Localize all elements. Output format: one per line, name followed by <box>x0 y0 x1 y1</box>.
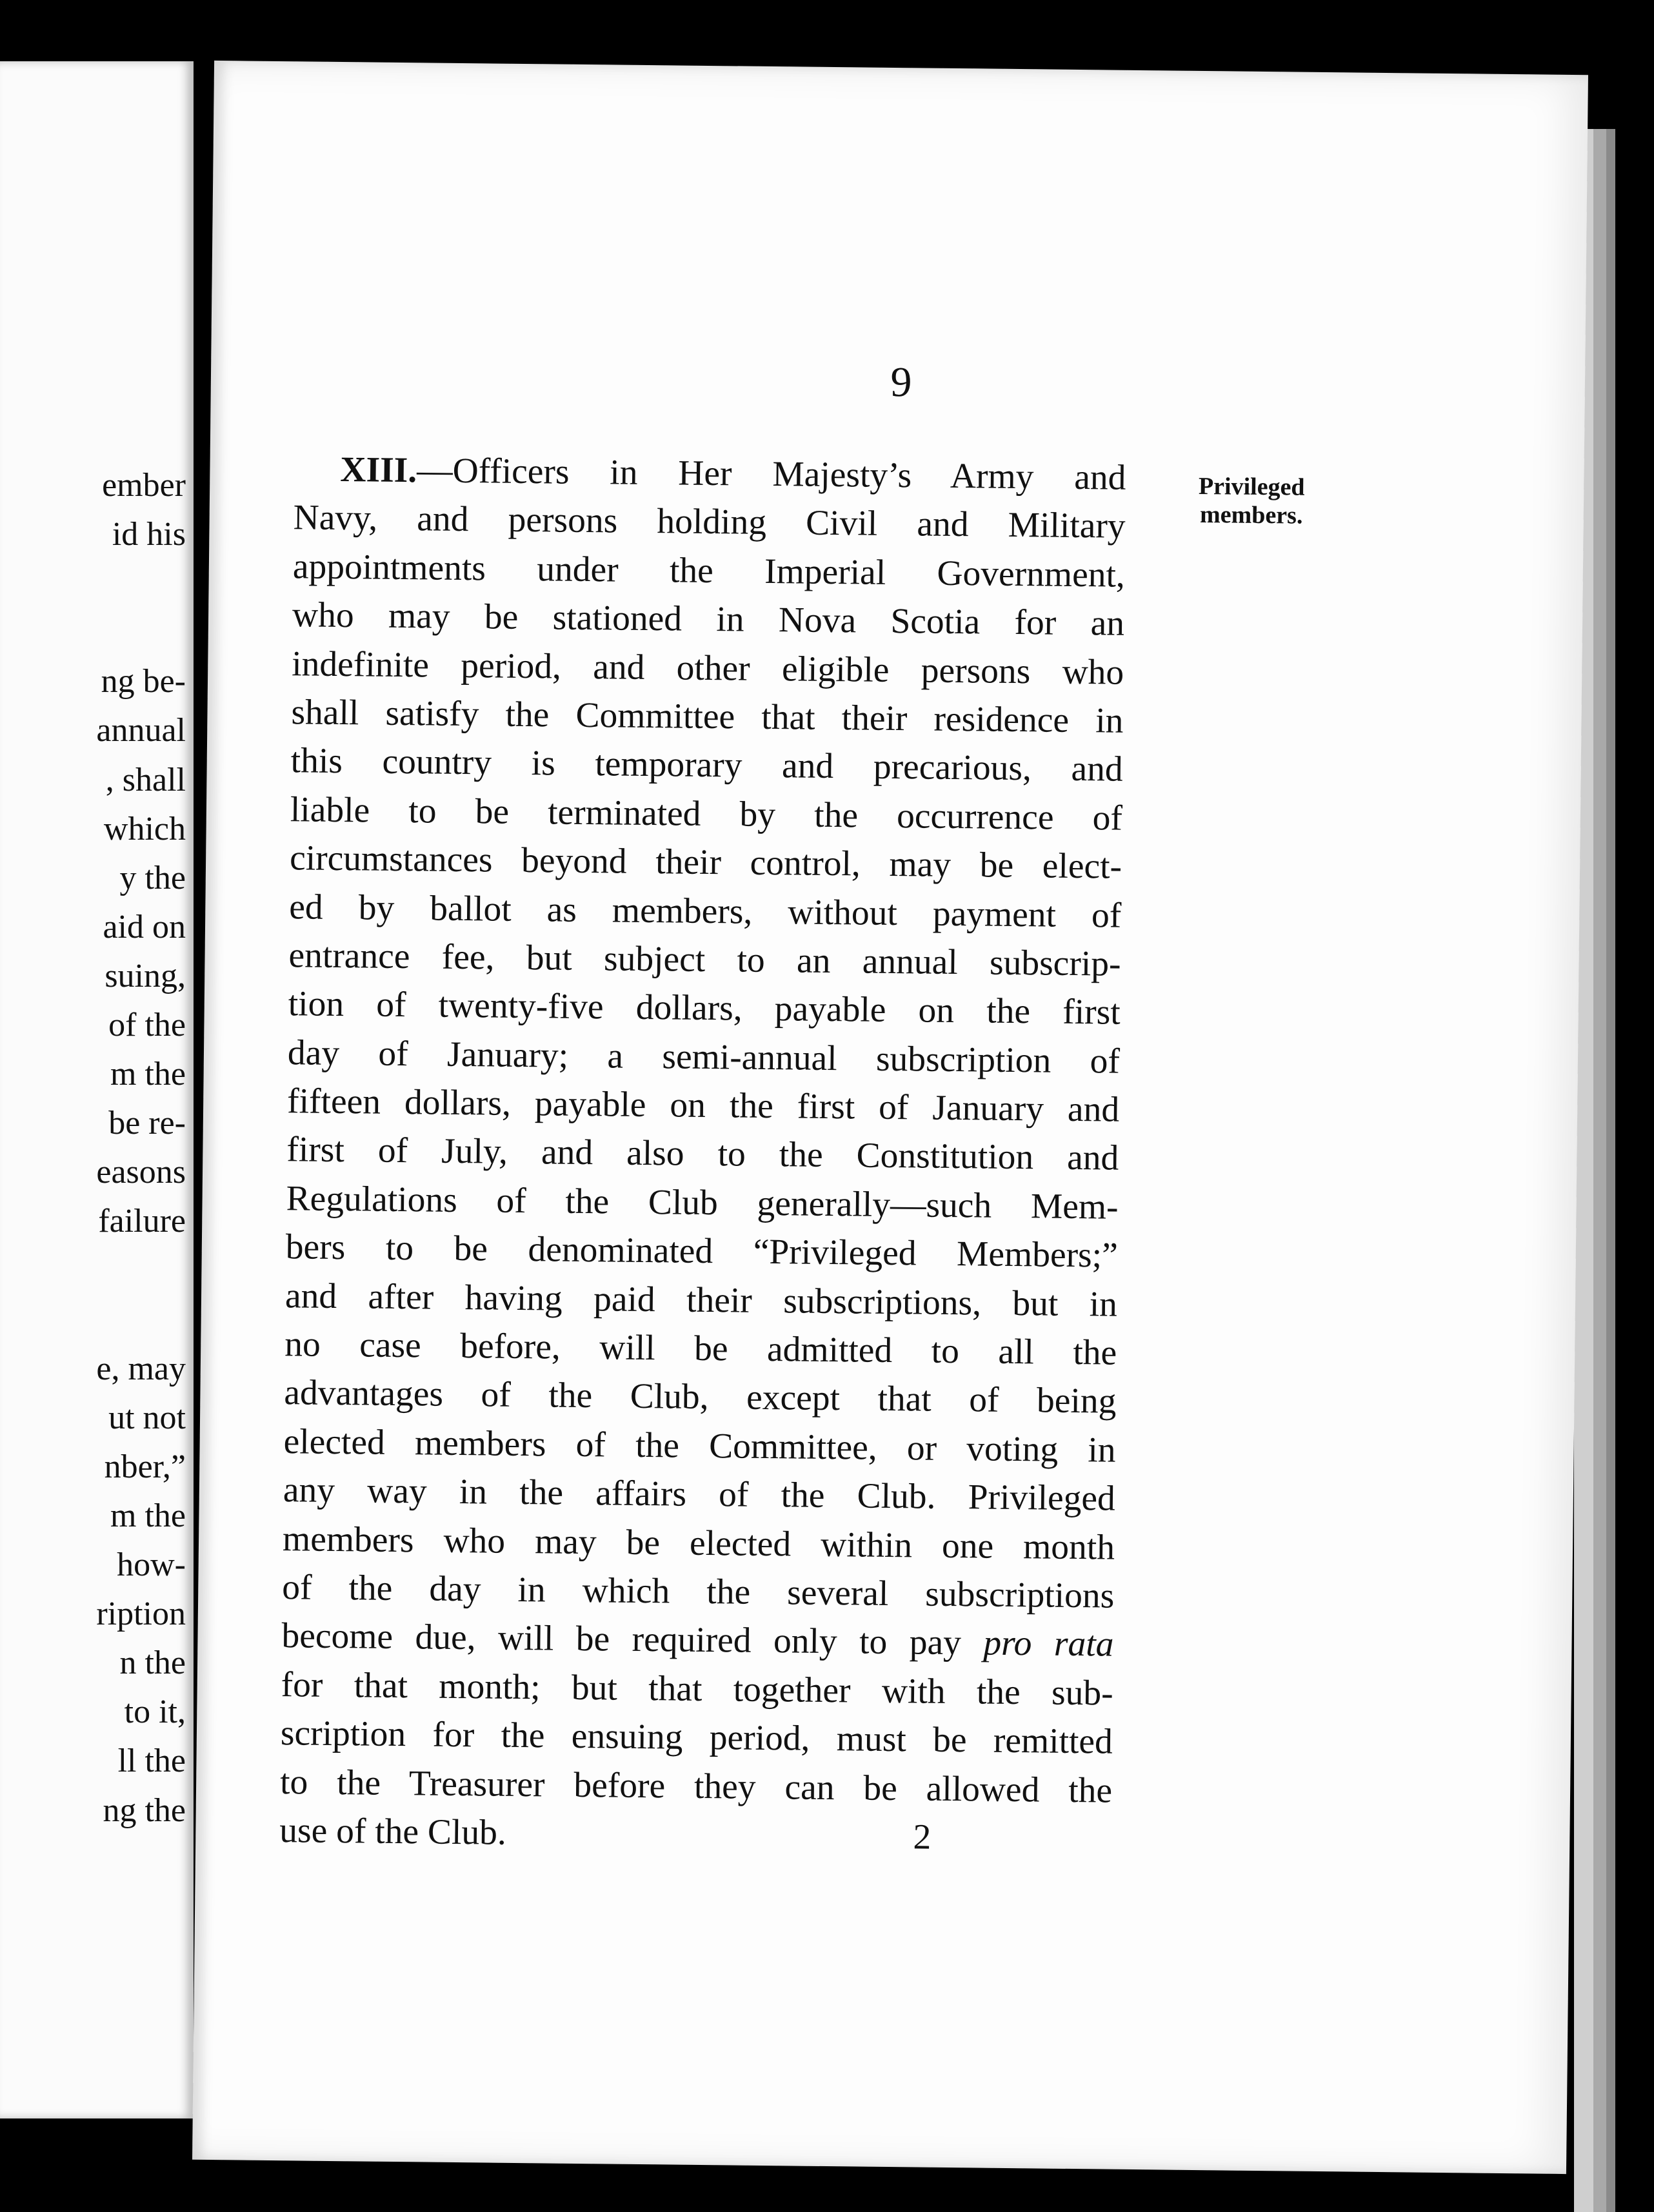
text-line: to the Treasurer before they can be allowed the <box>279 1762 1113 1811</box>
text-line <box>281 1612 1114 1670</box>
text-line: this country is temporary and precarious, and <box>290 741 1123 790</box>
left-page-fragment: m the <box>110 1497 186 1534</box>
text-line: shall satisfy the Committee that their residence in <box>291 693 1124 741</box>
left-page-fragment: ll the <box>117 1743 186 1780</box>
left-page-fragment: which <box>103 810 186 847</box>
left-page-fragment: ut not <box>108 1399 186 1436</box>
text-line: members who may be elected within one month <box>282 1519 1115 1568</box>
text-line: any way in the affairs of the Club. Privileged <box>283 1470 1116 1519</box>
left-page-fragments <box>96 461 186 1835</box>
margin-note <box>1177 472 1326 530</box>
text-line: ed by ballot as members, without payment of <box>289 887 1122 936</box>
text-line: circumstances beyond their control, may be elect- <box>289 838 1122 887</box>
text-line: no case before, will be admitted to all the <box>284 1325 1117 1373</box>
left-page-fragment: ember <box>102 467 186 504</box>
left-page-fragment <box>96 608 186 657</box>
page-edge <box>1606 129 1615 2212</box>
left-page-fragment: m the <box>110 1056 186 1093</box>
text-line: tion of twenty-five dollars, payable on the first <box>288 984 1121 1033</box>
left-page-fragment: e, may <box>96 1350 186 1387</box>
margin-note-line: members. <box>1199 500 1303 529</box>
text-line: day of January; a semi-annual subscription of <box>287 1032 1121 1081</box>
text-line-content: become due, will be required only to pay <box>281 1616 962 1663</box>
text-line <box>279 1806 1112 1864</box>
left-page-fragment: easons <box>96 1154 186 1191</box>
text-line: of the day in which the several subscriptions <box>281 1568 1115 1616</box>
text-line: entrance fee, but subject to an annual subscrip- <box>288 936 1121 984</box>
left-page-fragment: suing, <box>105 957 186 994</box>
left-page-fragment: y the <box>119 859 186 896</box>
text-line: advantages of the Club, except that of being <box>284 1373 1117 1422</box>
left-page-fragment <box>96 1247 186 1296</box>
page-edge <box>1593 129 1606 2212</box>
signature-mark: 2 <box>913 1817 932 1857</box>
facing-page-left <box>0 61 194 2118</box>
text-line: Navy, and persons holding Civil and Military <box>293 498 1126 547</box>
left-page-fragment: failure <box>98 1203 186 1240</box>
left-page-fragment: aid on <box>103 908 186 945</box>
left-page-fragment: n the <box>119 1644 186 1682</box>
left-page-fragment: annual <box>96 712 186 749</box>
text-line: first of July, and also to the Constitution and <box>286 1130 1119 1179</box>
left-page-fragment: ription <box>96 1595 186 1633</box>
margin-note-line: Privileged <box>1198 472 1305 501</box>
left-page-fragment: of the <box>108 1007 186 1044</box>
text-line-content: use of the Club. <box>279 1811 507 1853</box>
text-line: elected members of the Committee, or voting in <box>283 1421 1116 1470</box>
text-line: and after having paid their subscriptions, but in <box>284 1276 1118 1325</box>
italic-phrase: pro rata <box>983 1623 1114 1665</box>
left-page-fragment: id his <box>112 516 186 553</box>
text-line: who may be stationed in Nova Scotia for an <box>292 595 1125 644</box>
article-text <box>279 445 1126 1864</box>
text-line <box>294 445 1126 502</box>
left-page-fragment: ng the <box>103 1792 186 1829</box>
text-line: liable to be terminated by the occurrence of <box>290 789 1123 838</box>
left-page-fragment: be re- <box>108 1105 186 1142</box>
left-page-fragment <box>96 1296 186 1345</box>
text-line: scription for the ensuing period, must be remitted <box>280 1713 1113 1762</box>
text-line-content: —Officers in Her Majesty’s Army and <box>416 451 1126 498</box>
left-page-fragment: ng be- <box>101 663 186 700</box>
left-page-fragment <box>96 559 186 608</box>
text-line: fifteen dollars, payable on the first of January and <box>286 1081 1120 1130</box>
text-line: indefinite period, and other eligible persons who <box>291 644 1124 693</box>
text-line: appointments under the Imperial Government, <box>292 547 1126 595</box>
text-line: bers to be denominated “Privileged Members;” <box>285 1227 1119 1276</box>
left-page-fragment: , shall <box>105 761 186 798</box>
left-page-fragment: to it, <box>124 1694 186 1731</box>
text-line: Regulations of the Club generally—such Mem- <box>286 1179 1119 1227</box>
text-line: for that month; but that together with the sub- <box>281 1664 1113 1713</box>
page-number: 9 <box>890 358 912 406</box>
book-page <box>192 61 1588 2174</box>
left-page-fragment: how- <box>117 1546 186 1584</box>
left-page-fragment: nber,” <box>104 1448 186 1485</box>
section-label: XIII. <box>340 450 417 491</box>
